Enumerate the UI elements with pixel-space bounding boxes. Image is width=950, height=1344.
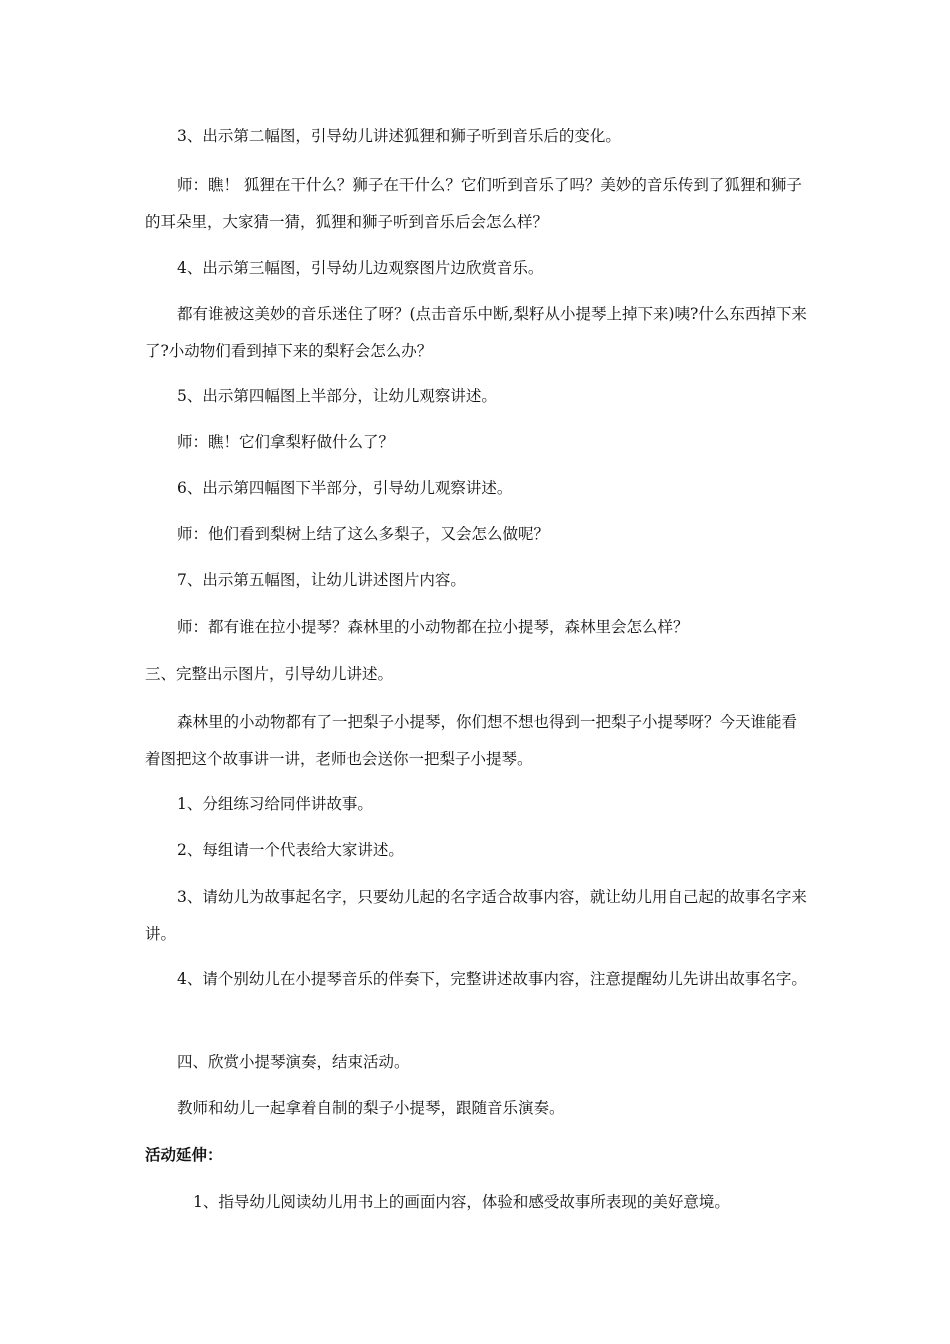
section-heading-3: 三、完整出示图片，引导幼儿讲述。 xyxy=(145,665,394,683)
section-heading-4: 四、欣赏小提琴演奏，结束活动。 xyxy=(177,1053,410,1071)
paragraph-intro-story: 森林里的小动物都有了一把梨子小提琴，你们想不想也得到一把梨子小提琴呀？今天谁能看着图把这个故事讲一讲，老师也会送你一把梨子小提琴。 xyxy=(145,713,798,768)
paragraph-performance: 教师和幼儿一起拿着自制的梨子小提琴，跟随音乐演奏。 xyxy=(177,1099,565,1117)
paragraph-extension-1: 1、指导幼儿阅读幼儿用书上的画面内容，体验和感受故事所表现的美好意境。 xyxy=(193,1193,730,1211)
paragraph-step-4: 4、出示第三幅图，引导幼儿边观察图片边欣赏音乐。 xyxy=(177,259,544,277)
paragraph-step-6: 6、出示第四幅图下半部分，引导幼儿观察讲述。 xyxy=(177,479,513,497)
paragraph-step-7: 7、出示第五幅图，让幼儿讲述图片内容。 xyxy=(177,571,466,589)
paragraph-music-question: 都有谁被这美妙的音乐迷住了呀？(点击音乐中断,梨籽从小提琴上掉下来)咦?什么东西掉下来了?小动物们看到掉下来的梨籽会怎么办？ xyxy=(145,305,807,360)
paragraph-teacher-question-3: 师：他们看到梨树上结了这么多梨子，又会怎么做呢？ xyxy=(177,525,550,543)
paragraph-sub-step-4: 4、请个别幼儿在小提琴音乐的伴奏下，完整讲述故事内容，注意提醒幼儿先讲出故事名字。 xyxy=(177,970,807,988)
paragraph-sub-step-2: 2、每组请一个代表给大家讲述。 xyxy=(177,841,404,859)
paragraph-sub-step-3: 3、请幼儿为故事起名字，只要幼儿起的名字适合故事内容，就让幼儿用自己起的故事名字来讲。 xyxy=(145,888,807,943)
paragraph-teacher-question-1: 师：瞧！ 狐狸在干什么？狮子在干什么？它们听到音乐了吗？美妙的音乐传到了狐狸和狮子的耳朵里，大家猜一猜，狐狸和狮子听到音乐后会怎么样？ xyxy=(145,176,802,231)
paragraph-step-3: 3、出示第二幅图，引导幼儿讲述狐狸和狮子听到音乐后的变化。 xyxy=(177,127,621,145)
paragraph-teacher-question-2: 师：瞧！它们拿梨籽做什么了？ xyxy=(177,433,395,451)
paragraph-step-5: 5、出示第四幅图上半部分，让幼儿观察讲述。 xyxy=(177,387,497,405)
paragraph-sub-step-1: 1、分组练习给同伴讲故事。 xyxy=(177,795,373,813)
paragraph-teacher-question-4: 师：都有谁在拉小提琴？森林里的小动物都在拉小提琴，森林里会怎么样？ xyxy=(177,618,689,636)
heading-activity-extension: 活动延伸： xyxy=(145,1145,223,1164)
